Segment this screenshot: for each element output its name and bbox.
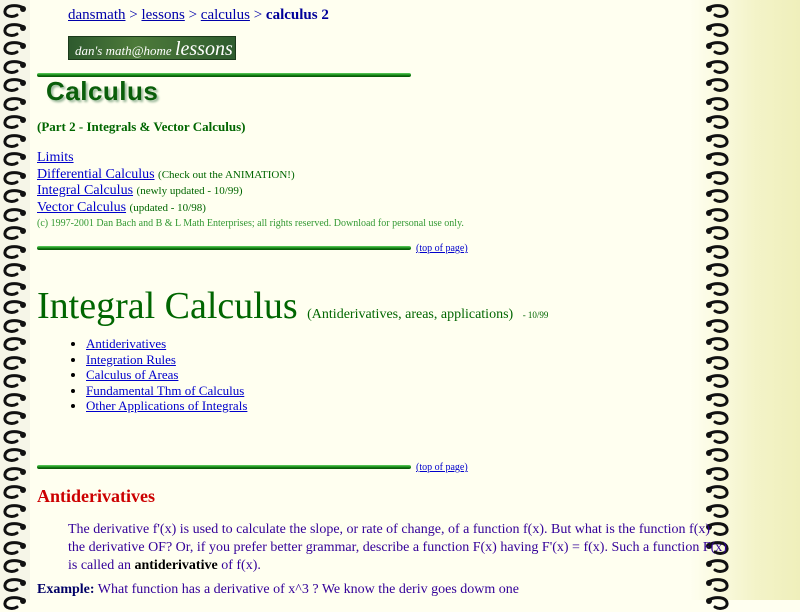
spiral-ring-icon: [704, 282, 730, 298]
spiral-ring-icon: [704, 134, 730, 150]
spiral-ring-icon: [2, 115, 28, 131]
example-text: What function has a derivative of x^3 ? We know the deriv goes dowm one: [94, 582, 519, 597]
list-item: [86, 383, 247, 399]
spiral-ring-icon: [2, 134, 28, 150]
link-row: [37, 200, 464, 217]
breadcrumb-separator: >: [188, 7, 198, 23]
spiral-ring-icon: [704, 23, 730, 39]
toc-link-calculus-of-areas[interactable]: Calculus of Areas: [86, 367, 179, 382]
spiral-ring-icon: [704, 467, 730, 483]
green-divider: [37, 465, 411, 469]
paragraph-bold-term: antiderivative: [134, 558, 218, 573]
section-subtitle: (Antiderivatives, areas, applications): [307, 307, 514, 322]
breadcrumb-separator: >: [129, 7, 138, 23]
top-of-page-link[interactable]: (top of page): [416, 462, 468, 473]
spiral-ring-icon: [2, 97, 28, 113]
list-item: [86, 398, 247, 414]
section-date: - 10/99: [522, 310, 549, 320]
list-item: [86, 336, 247, 352]
spiral-ring-icon: [704, 337, 730, 353]
breadcrumb-link-calculus[interactable]: calculus: [200, 7, 250, 23]
spiral-ring-icon: [2, 152, 28, 168]
spiral-ring-icon: [704, 78, 730, 94]
spiral-ring-icon: [2, 448, 28, 464]
spiral-ring-icon: [2, 356, 28, 372]
link-note: (newly updated - 10/99): [136, 185, 243, 197]
spiral-ring-icon: [704, 356, 730, 372]
spiral-ring-icon: [2, 300, 28, 316]
breadcrumb: [68, 7, 329, 24]
spiral-ring-icon: [2, 245, 28, 261]
spiral-ring-icon: [704, 41, 730, 57]
breadcrumb-separator: >: [253, 7, 263, 23]
spiral-ring-icon: [2, 319, 28, 335]
toc-link-integration-rules[interactable]: Integration Rules: [86, 351, 176, 367]
top-of-page-link[interactable]: (top of page): [416, 243, 468, 254]
link-limits[interactable]: Limits: [37, 150, 74, 165]
spiral-ring-icon: [704, 97, 730, 113]
link-row: [37, 167, 464, 184]
link-note: (Check out the ANIMATION!): [158, 168, 295, 181]
link-row: [37, 150, 464, 167]
spiral-ring-icon: [704, 208, 730, 224]
calculus-title-image: Calculus: [46, 76, 159, 106]
lessons-logo[interactable]: [68, 36, 236, 60]
spiral-ring-icon: [704, 226, 730, 242]
paragraph-text: The derivative f'(x) is used to calculate the slope, or rate of change, of a function f(x). But what is the function f(x) the derivative OF? Or, if you prefer better grammar, describe a function F(x) having F'(x) = f(x). Such a function F(x) is called an: [68, 522, 727, 573]
spiral-ring-icon: [704, 4, 730, 20]
spiral-ring-icon: [704, 245, 730, 261]
paragraph-text: of f(x).: [217, 558, 261, 573]
spiral-ring-icon: [704, 300, 730, 316]
spiral-ring-icon: [2, 467, 28, 483]
spiral-ring-icon: [2, 559, 28, 575]
toc-link-fundamental-thm[interactable]: Fundamental Thm of Calculus: [86, 382, 245, 398]
calculus-links: [37, 150, 464, 233]
spiral-ring-icon: [2, 522, 28, 538]
link-differential-calculus[interactable]: Differential Calculus: [37, 166, 155, 182]
spiral-ring-icon: [704, 263, 730, 279]
link-row: [37, 183, 464, 200]
spiral-ring-icon: [704, 374, 730, 390]
link-vector-calculus[interactable]: Vector Calculus: [37, 199, 127, 215]
link-integral-calculus[interactable]: Integral Calculus: [37, 183, 134, 198]
spiral-ring-icon: [2, 23, 28, 39]
spiral-ring-icon: [2, 393, 28, 409]
list-item: [86, 352, 247, 368]
spiral-ring-icon: [2, 208, 28, 224]
spiral-ring-icon: [704, 411, 730, 427]
antiderivatives-paragraph: [68, 521, 728, 575]
spiral-ring-icon: [2, 337, 28, 353]
spiral-ring-icon: [2, 189, 28, 205]
section-title: [37, 284, 548, 328]
breadcrumb-link-dansmath[interactable]: dansmath: [68, 7, 126, 23]
link-note: (updated - 10/98): [129, 201, 206, 214]
breadcrumb-link-lessons[interactable]: lessons: [141, 7, 185, 23]
spiral-ring-icon: [2, 78, 28, 94]
spiral-ring-icon: [2, 411, 28, 427]
spiral-ring-icon: [704, 115, 730, 131]
logo-small-text: dan's math@home: [75, 43, 172, 58]
list-item: [86, 367, 247, 383]
spiral-ring-icon: [704, 152, 730, 168]
spiral-ring-icon: [2, 430, 28, 446]
spiral-ring-icon: [2, 226, 28, 242]
spiral-ring-icon: [2, 171, 28, 187]
example-line: [37, 582, 519, 598]
toc-link-antiderivatives[interactable]: Antiderivatives: [86, 336, 167, 351]
example-label: Example:: [37, 582, 95, 597]
toc-link-other-applications[interactable]: Other Applications of Integrals: [86, 398, 248, 413]
spiral-ring-icon: [2, 504, 28, 520]
spiral-ring-icon: [2, 282, 28, 298]
spiral-ring-icon: [2, 41, 28, 57]
antiderivatives-heading: Antiderivatives: [37, 486, 155, 506]
spiral-ring-icon: [2, 578, 28, 594]
spiral-ring-icon: [704, 171, 730, 187]
spiral-ring-icon: [2, 485, 28, 501]
spiral-ring-icon: [2, 263, 28, 279]
spiral-ring-icon: [2, 541, 28, 557]
spiral-ring-icon: [2, 60, 28, 76]
spiral-ring-icon: [704, 319, 730, 335]
spiral-ring-icon: [704, 448, 730, 464]
spiral-ring-icon: [704, 504, 730, 520]
spiral-ring-icon: [704, 578, 730, 594]
table-of-contents: [68, 336, 247, 414]
copyright-notice: (c) 1997-2001 Dan Bach and B & L Math Enterprises; all rights reserved. Download for personal use only.: [37, 218, 464, 229]
breadcrumb-current: calculus 2: [265, 7, 329, 23]
spiral-ring-icon: [2, 596, 28, 612]
section-title-text: Integral Calculus: [37, 285, 298, 327]
logo-big-text: lessons: [174, 38, 233, 60]
spiral-ring-icon: [704, 189, 730, 205]
spiral-ring-icon: [704, 430, 730, 446]
spiral-ring-icon: [704, 60, 730, 76]
green-divider: [37, 246, 411, 250]
spiral-ring-icon: [704, 485, 730, 501]
spiral-ring-icon: [704, 596, 730, 612]
spiral-ring-icon: [2, 4, 28, 20]
part-heading: (Part 2 - Integrals & Vector Calculus): [37, 119, 246, 134]
spiral-ring-icon: [2, 374, 28, 390]
spiral-ring-icon: [704, 393, 730, 409]
